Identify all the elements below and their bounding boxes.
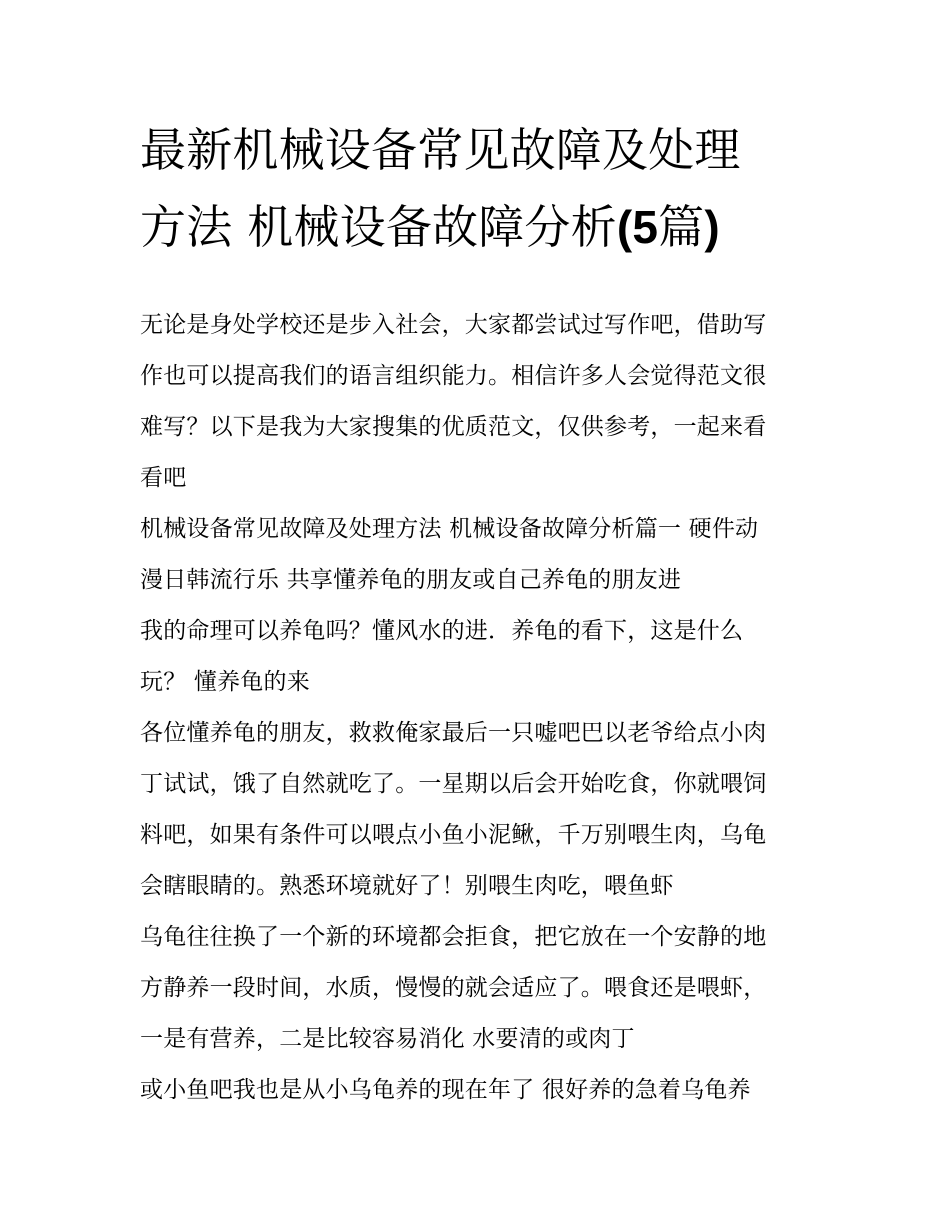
document-title bbox=[140, 112, 820, 266]
document-body bbox=[140, 300, 820, 1116]
body-line-5: 机械设备常见故障及处理方法 机械设备故障分析篇一 硬件动 bbox=[140, 516, 759, 542]
body-line-2: 作也可以提高我们的语言组织能力。相信许多人会觉得范文很 bbox=[140, 363, 767, 389]
body-line-9: 各位懂养龟的朋友，救救俺家最后一只嘘吧巴以老爷给点小肉 bbox=[140, 720, 767, 746]
body-line-10: 丁试试，饿了自然就吃了。一星期以后会开始吃食，你就喂饲 bbox=[140, 771, 767, 797]
body-line-13: 乌龟往往换了一个新的环境都会拒食，把它放在一个安静的地 bbox=[140, 924, 767, 950]
title-line-2-text: 方法 机械设备故障分析 bbox=[140, 200, 617, 254]
body-line-3: 难写？以下是我为大家搜集的优质范文，仅供参考，一起来看 bbox=[140, 414, 767, 440]
body-line-16: 或小鱼吧我也是从小乌龟养的现在年了 很好养的急着乌龟养 bbox=[140, 1077, 751, 1103]
title-line-2 bbox=[140, 189, 820, 266]
body-line-15: 一是有营养，二是比较容易消化 水要清的或肉丁 bbox=[140, 1026, 635, 1052]
title-count: (5 bbox=[616, 201, 659, 253]
body-line-7: 我的命理可以养龟吗？懂风水的进．养龟的看下，这是什么 bbox=[140, 618, 744, 644]
body-line-14: 方静养一段时间，水质，慢慢的就会适应了。喂食还是喂虾， bbox=[140, 975, 767, 1001]
body-line-8: 玩？ 懂养龟的来 bbox=[140, 669, 310, 695]
title-line-1: 最新机械设备常见故障及处理 bbox=[140, 123, 741, 177]
body-line-12: 会瞎眼睛的。熟悉环境就好了！别喂生肉吃，喂鱼虾 bbox=[140, 873, 674, 899]
title-count-unit: 篇 bbox=[658, 200, 705, 254]
title-count-close: ) bbox=[704, 201, 720, 253]
body-line-4: 看吧 bbox=[140, 465, 187, 491]
body-line-11: 料吧，如果有条件可以喂点小鱼小泥鳅，千万别喂生肉，乌龟 bbox=[140, 822, 767, 848]
body-line-1: 无论是身处学校还是步入社会，大家都尝试过写作吧，借助写 bbox=[140, 312, 767, 338]
body-line-6: 漫日韩流行乐 共享懂养龟的朋友或自己养龟的朋友进 bbox=[140, 567, 682, 593]
